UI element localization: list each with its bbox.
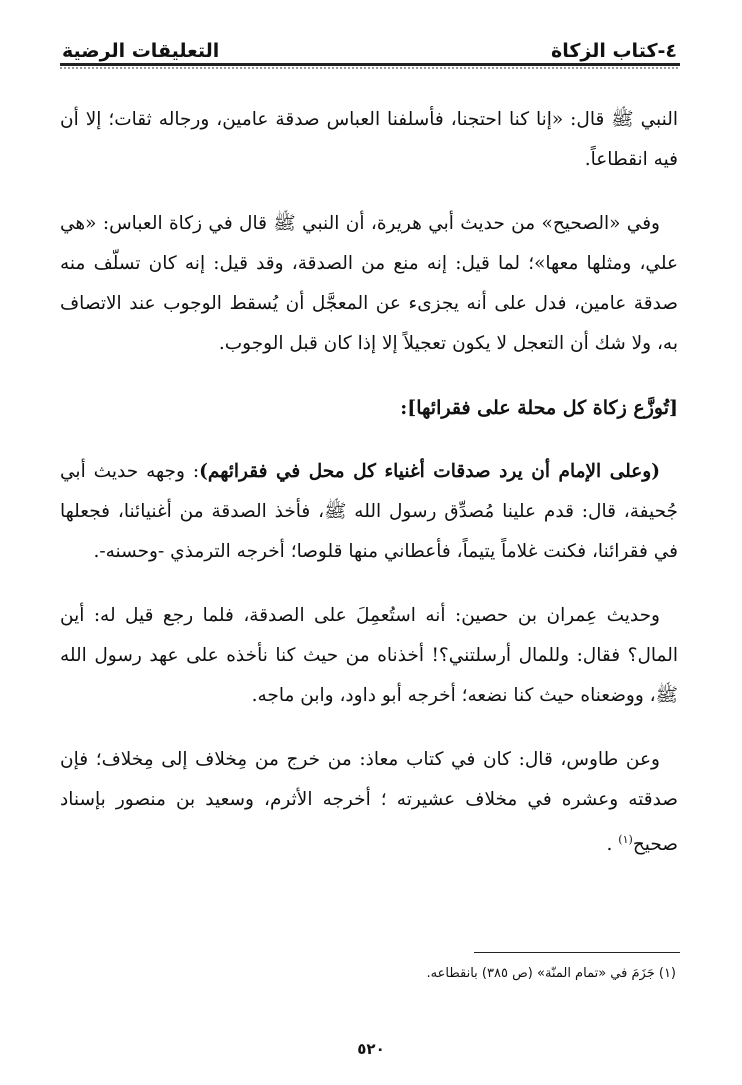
chapter-title: ٤-كتاب الزكاة [550, 40, 677, 62]
running-header [62, 30, 677, 62]
paragraph-2: وفي «الصحيح» من حديث أبي هريرة، أن النبي ﷺ قال في زكاة العباس: «هي علي، ومثلها معها»؛ لما قيل: إنه منع من الصدقة، وقد قيل: إنه كان تسلّف منه صدقة عامين، فدل على أنه يجزىء عن المعجَّل أن يُسقط الوجوب عند الاتصاف به، ولا شك أن التعجل لا يكون تعجيلاً إلا إذا كان قبل الوجوب. [60, 213, 678, 354]
header-rule [60, 63, 680, 66]
paragraph-1: النبي ﷺ قال: «إنا كنا احتجنا، فأسلفنا العباس صدقة عامين، ورجاله ثقات؛ إلا أن فيه انقطاعاً. [60, 109, 678, 170]
paragraph-3 [60, 452, 678, 572]
footnote-rule [474, 952, 680, 953]
section-heading: [تُوزَّع زكاة كل محلة على فقرائها]: [400, 397, 678, 419]
footnote: (١) جَزَمَ في «تمام المنّة» (ص ٣٨٥) بانقطاعه. [426, 966, 676, 981]
body-text [60, 100, 678, 865]
paragraph-5 [60, 740, 678, 865]
paragraph-5-end: . [606, 834, 619, 856]
header-rule-dotted [60, 67, 680, 69]
footnote-ref: (١) [618, 833, 633, 846]
page-number: ٥٢٠ [357, 1040, 385, 1058]
paragraph-4: وحديث عِمران بن حصين: أنه استُعمِلَ على الصدقة، فلما رجع قيل له: أين المال؟ فقال: وللمال أرسلتني؟! أخذناه من حيث كنا نأخذه على عهد رسول الله ﷺ، ووضعناه حيث كنا نضعه؛ أخرجه أبو داود، وابن ماجه. [60, 605, 678, 706]
paragraph-3-body: : وجهه حديث أبي جُحيفة، قال: قدم علينا مُصدِّق رسول الله ﷺ، فأخذ الصدقة من أغنيائنا، فجعلها في فقرائنا، فكنت غلاماً يتيماً، فأعطاني منها قلوصا؛ أخرجه الترمذي -وحسنه-. [60, 461, 678, 562]
paragraph-5-body: وعن طاوس، قال: كان في كتاب معاذ: من خرج من مِخلاف إلى مِخلاف؛ فإن صدقته وعشره في مخلاف عشيرته ؛ أخرجه الأثرم، وسعيد بن منصور بإسناد صحيح [60, 749, 678, 856]
paragraph-3-lead: (وعلى الإمام أن يرد صدقات أغنياء كل محل في فقرائهم) [199, 461, 660, 482]
book-title: التعليقات الرضية [62, 40, 220, 62]
